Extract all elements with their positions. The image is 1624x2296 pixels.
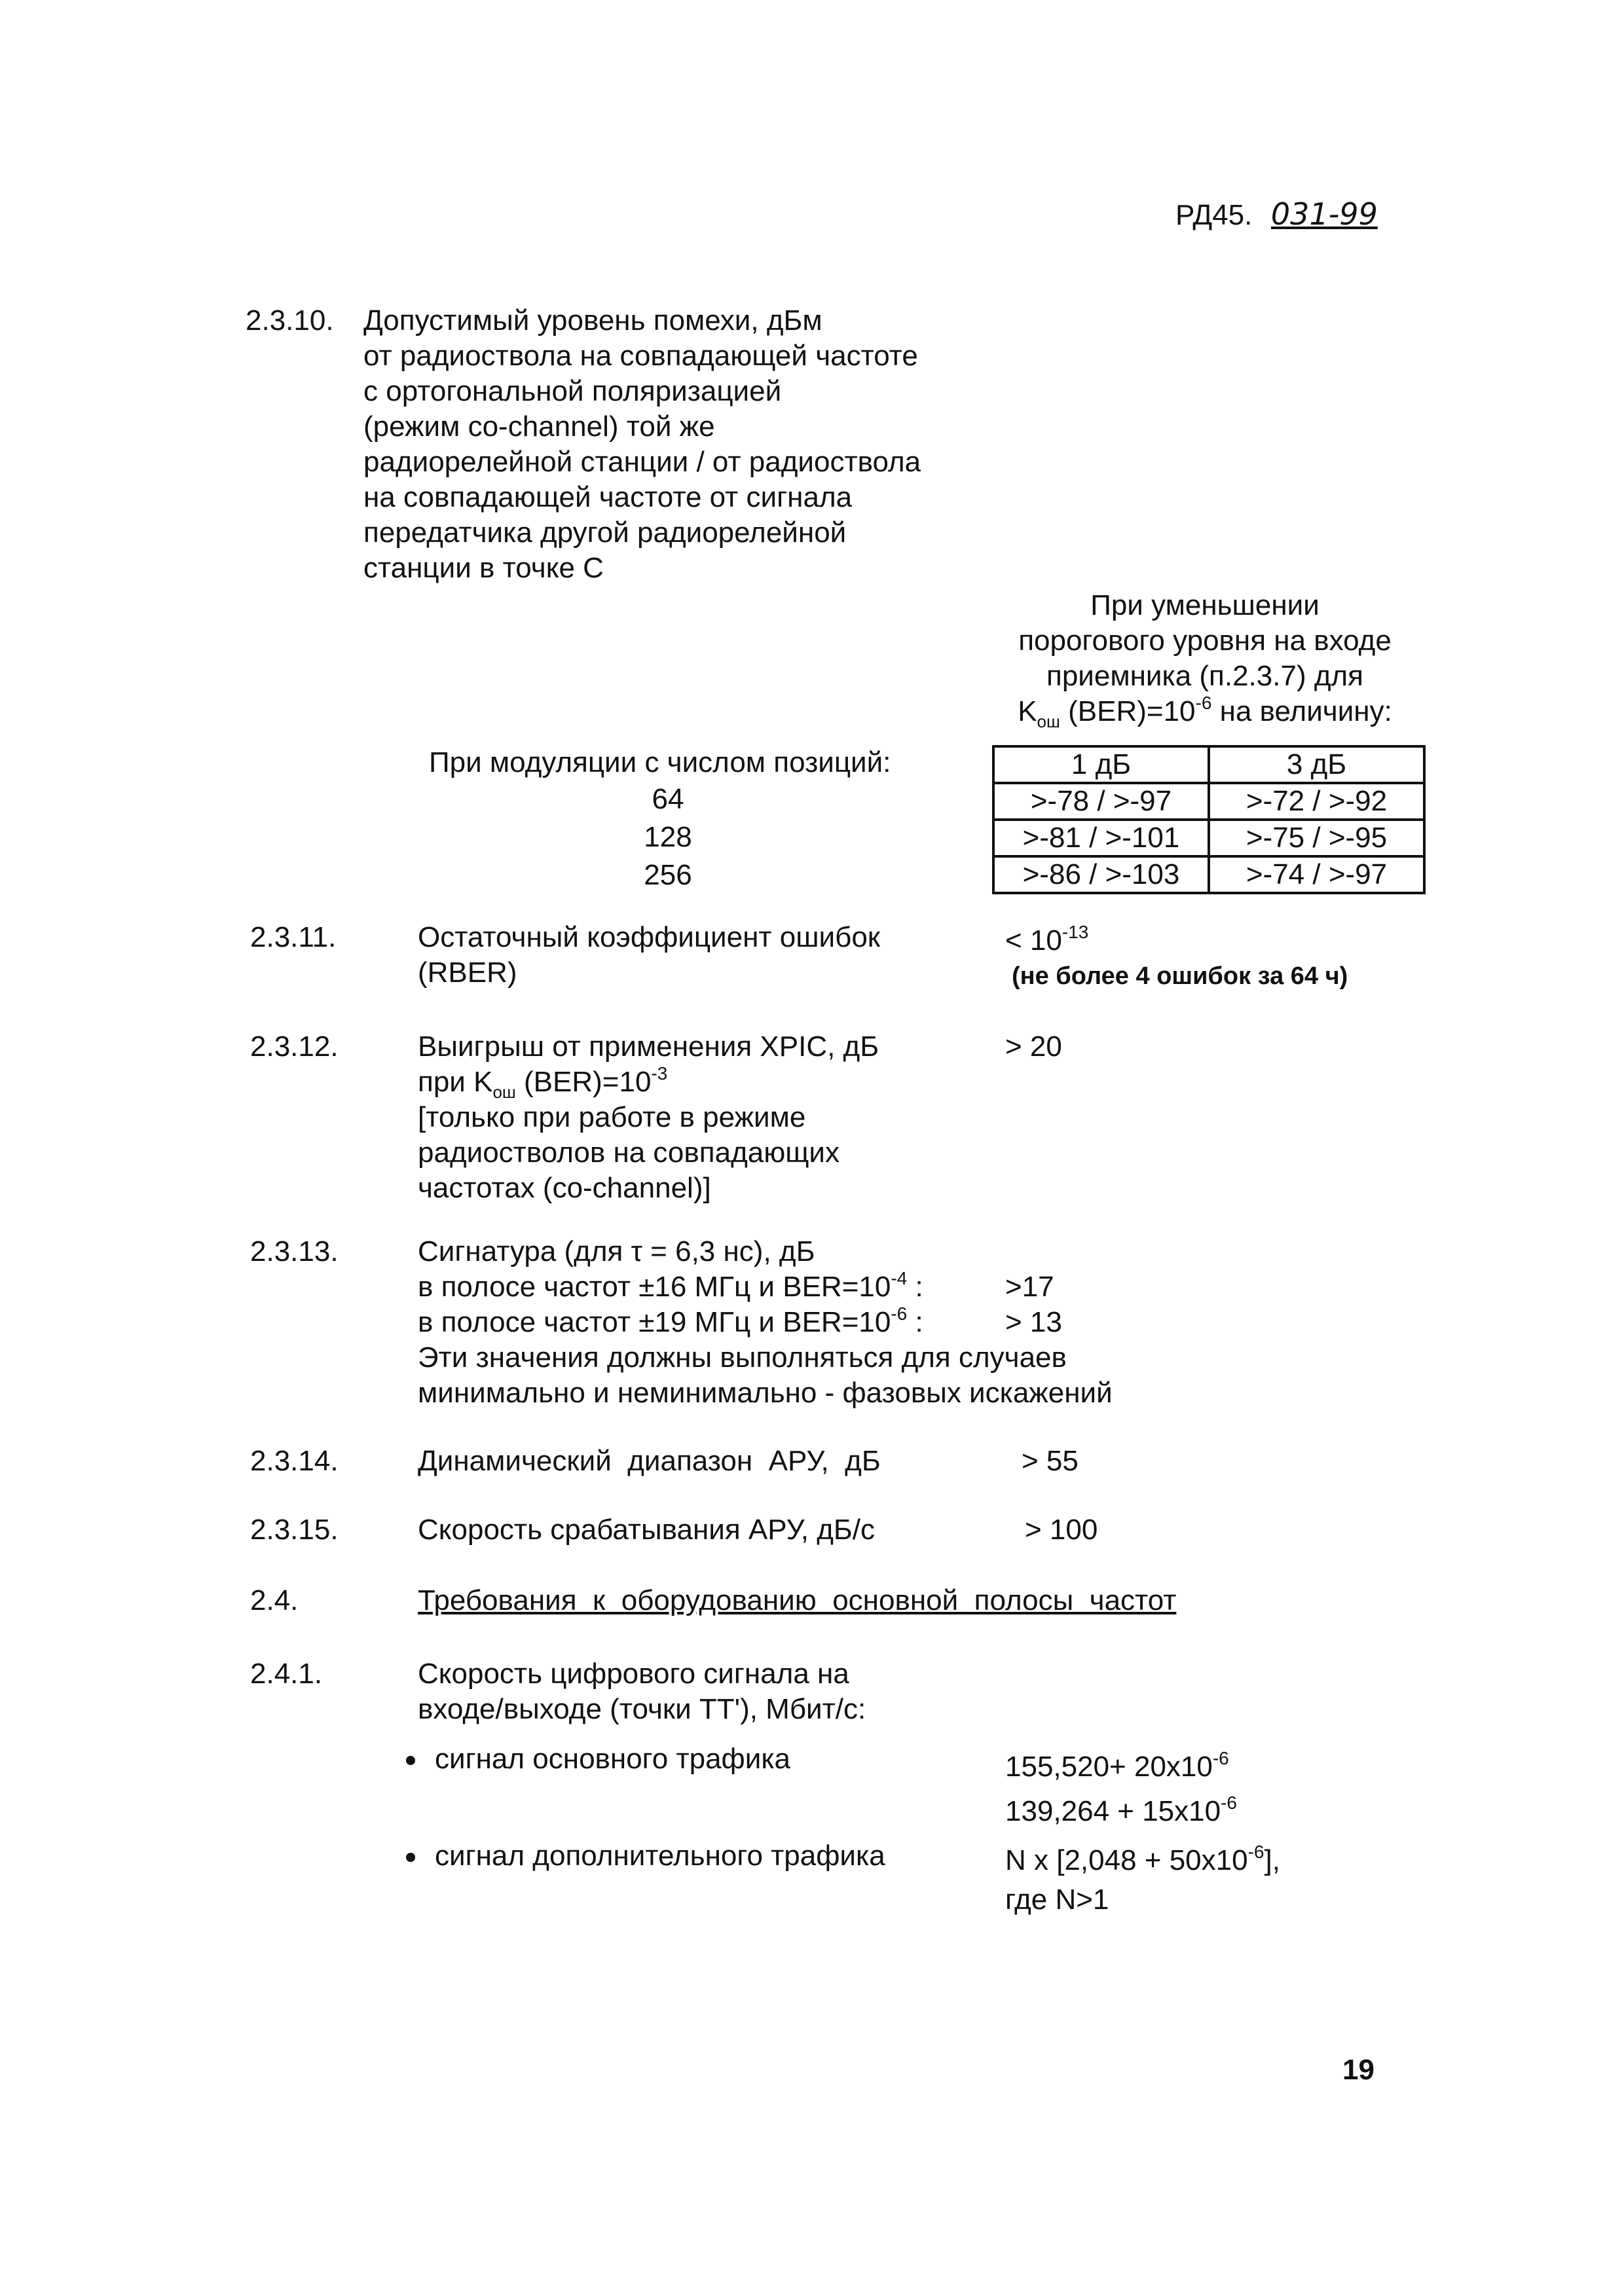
modulation-label: При модуляции с числом позиций: xyxy=(429,746,891,778)
reduction-header xyxy=(989,588,1421,729)
section-number-2-3-14: 2.3.14. xyxy=(250,1445,339,1477)
text-line: При уменьшении xyxy=(1090,589,1320,621)
table-cell: >-72 / >-92 xyxy=(1209,783,1424,820)
text-line: передатчика другой радиорелейной xyxy=(363,517,847,549)
text-line: [только при работе в режиме xyxy=(418,1101,806,1133)
main-traffic-value-2: $139,264 + 15x10^{-6}$ xyxy=(1005,1793,1237,1827)
position-128: 128 xyxy=(644,821,692,853)
table-row xyxy=(993,783,1424,820)
position-256: 256 xyxy=(644,859,692,891)
section-number-2-3-15: 2.3.15. xyxy=(250,1514,339,1546)
bullet-icon xyxy=(406,1853,415,1862)
band-16-line: в полосе частот ±16 МГц и $BER=10^{-4}$ : xyxy=(418,1268,923,1303)
section-number-2-4-1: 2.4.1. xyxy=(250,1658,323,1690)
section-number-2-4: 2.4. xyxy=(250,1584,299,1616)
text-line: Скорость цифрового сигнала на xyxy=(418,1658,849,1690)
text-line: входе/выходе (точки TT'), Мбит/с: xyxy=(418,1693,866,1725)
text-line: Остаточный коэффициент ошибок xyxy=(418,921,881,953)
text-line: Допустимый уровень помехи, дБм xyxy=(363,304,822,337)
text-line: порогового уровня на входе xyxy=(1018,625,1392,657)
text-line: на совпадающей частоте от сигнала xyxy=(363,481,853,513)
main-traffic-value-1: $155,520+ 20x10^{-6}$ xyxy=(1005,1748,1229,1783)
section-2-3-15-text: Скорость срабатывания АРУ, дБ/с xyxy=(418,1514,875,1546)
bullet-icon xyxy=(406,1756,415,1765)
table-cell: >-81 / >-101 xyxy=(993,820,1209,856)
table-row xyxy=(993,820,1424,856)
section-2-3-11-text xyxy=(418,920,880,991)
text-line: от радиоствола на совпадающей частоте xyxy=(363,340,918,372)
band-19-line: в полосе частот ±19 МГц и $BER=10^{-6}$ : xyxy=(418,1303,923,1338)
page-number: 19 xyxy=(1342,2054,1375,2086)
position-64: 64 xyxy=(652,783,684,815)
agc-speed-value: > 100 xyxy=(1025,1514,1098,1546)
extra-traffic-value: N x $[2,048 + 50x10^{-6}]$, xyxy=(1005,1842,1280,1876)
bullet-main-traffic: сигнал основного трафика xyxy=(406,1741,790,1777)
text-line: радиорелейной станции / от радиоствола xyxy=(363,446,921,478)
interference-table xyxy=(992,745,1426,894)
text-line: при $K_{ош}$ $(BER)=10^{-3}$ xyxy=(418,1063,668,1102)
text-line: Сигнатура (для τ = 6,3 нс), дБ xyxy=(418,1235,815,1267)
text-line: частотах (co-channel)] xyxy=(418,1172,711,1204)
column-header: 1 дБ xyxy=(993,746,1209,783)
modulation-positions xyxy=(622,782,714,896)
section-number-2-3-10: 2.3.10. xyxy=(246,304,334,337)
text-line: приемника (п.2.3.7) для xyxy=(1046,660,1363,692)
agc-range-value: > 55 xyxy=(1022,1445,1079,1477)
rber-value: < $10^{-13}$ xyxy=(1005,922,1089,957)
section-2-4-title: Требования к оборудованию основной полосы частот xyxy=(418,1584,1177,1616)
section-2-3-10-text xyxy=(363,303,921,586)
table-cell: >-78 / >-97 xyxy=(993,783,1209,820)
text-line: радиостволов на совпадающих xyxy=(418,1137,840,1169)
table-cell: >-86 / >-103 xyxy=(993,856,1209,893)
text-line: минимально и неминимально - фазовых искажений xyxy=(418,1377,1113,1409)
section-number-2-3-11: 2.3.11. xyxy=(250,921,337,953)
document-code-prefix: РД45. xyxy=(1175,199,1253,231)
table-header-row xyxy=(993,746,1424,783)
text-line: (режим co-channel) той же xyxy=(363,410,715,443)
text-line: Эти значения должны выполняться для случаев xyxy=(418,1341,1067,1374)
section-2-3-14-text: Динамический диапазон АРУ, дБ xyxy=(418,1445,881,1477)
text-line: с ортогональной поляризацией xyxy=(363,375,782,407)
rber-note: (не более 4 ошибок за 64 ч) xyxy=(1012,962,1348,990)
section-2-4-1-text xyxy=(418,1656,866,1727)
band-16-value: >17 xyxy=(1005,1271,1054,1303)
section-number-2-3-13: 2.3.13. xyxy=(250,1235,339,1267)
document-number-handwritten: 031-99 xyxy=(1270,196,1378,232)
text-line: станции в точке С xyxy=(363,552,604,584)
extra-traffic-note: где N>1 xyxy=(1005,1884,1109,1916)
section-2-3-12-text xyxy=(418,1029,879,1206)
table-row xyxy=(993,856,1424,893)
xpic-value: > 20 xyxy=(1005,1030,1062,1063)
document-code xyxy=(1175,196,1396,233)
table-cell: >-74 / >-97 xyxy=(1209,856,1424,893)
column-header: 3 дБ xyxy=(1209,746,1424,783)
table-cell: >-75 / >-95 xyxy=(1209,820,1424,856)
band-19-value: > 13 xyxy=(1005,1306,1062,1338)
text-line: Выигрыш от применения XPIC, дБ xyxy=(418,1030,879,1063)
section-number-2-3-12: 2.3.12. xyxy=(250,1030,339,1063)
text-line: (RBER) xyxy=(418,957,517,989)
kosh-line: $K_{ош}$ $(BER)=10^{-6}$ на величину: xyxy=(1018,693,1392,731)
bullet-extra-traffic: сигнал дополнительного трафика xyxy=(406,1838,885,1874)
